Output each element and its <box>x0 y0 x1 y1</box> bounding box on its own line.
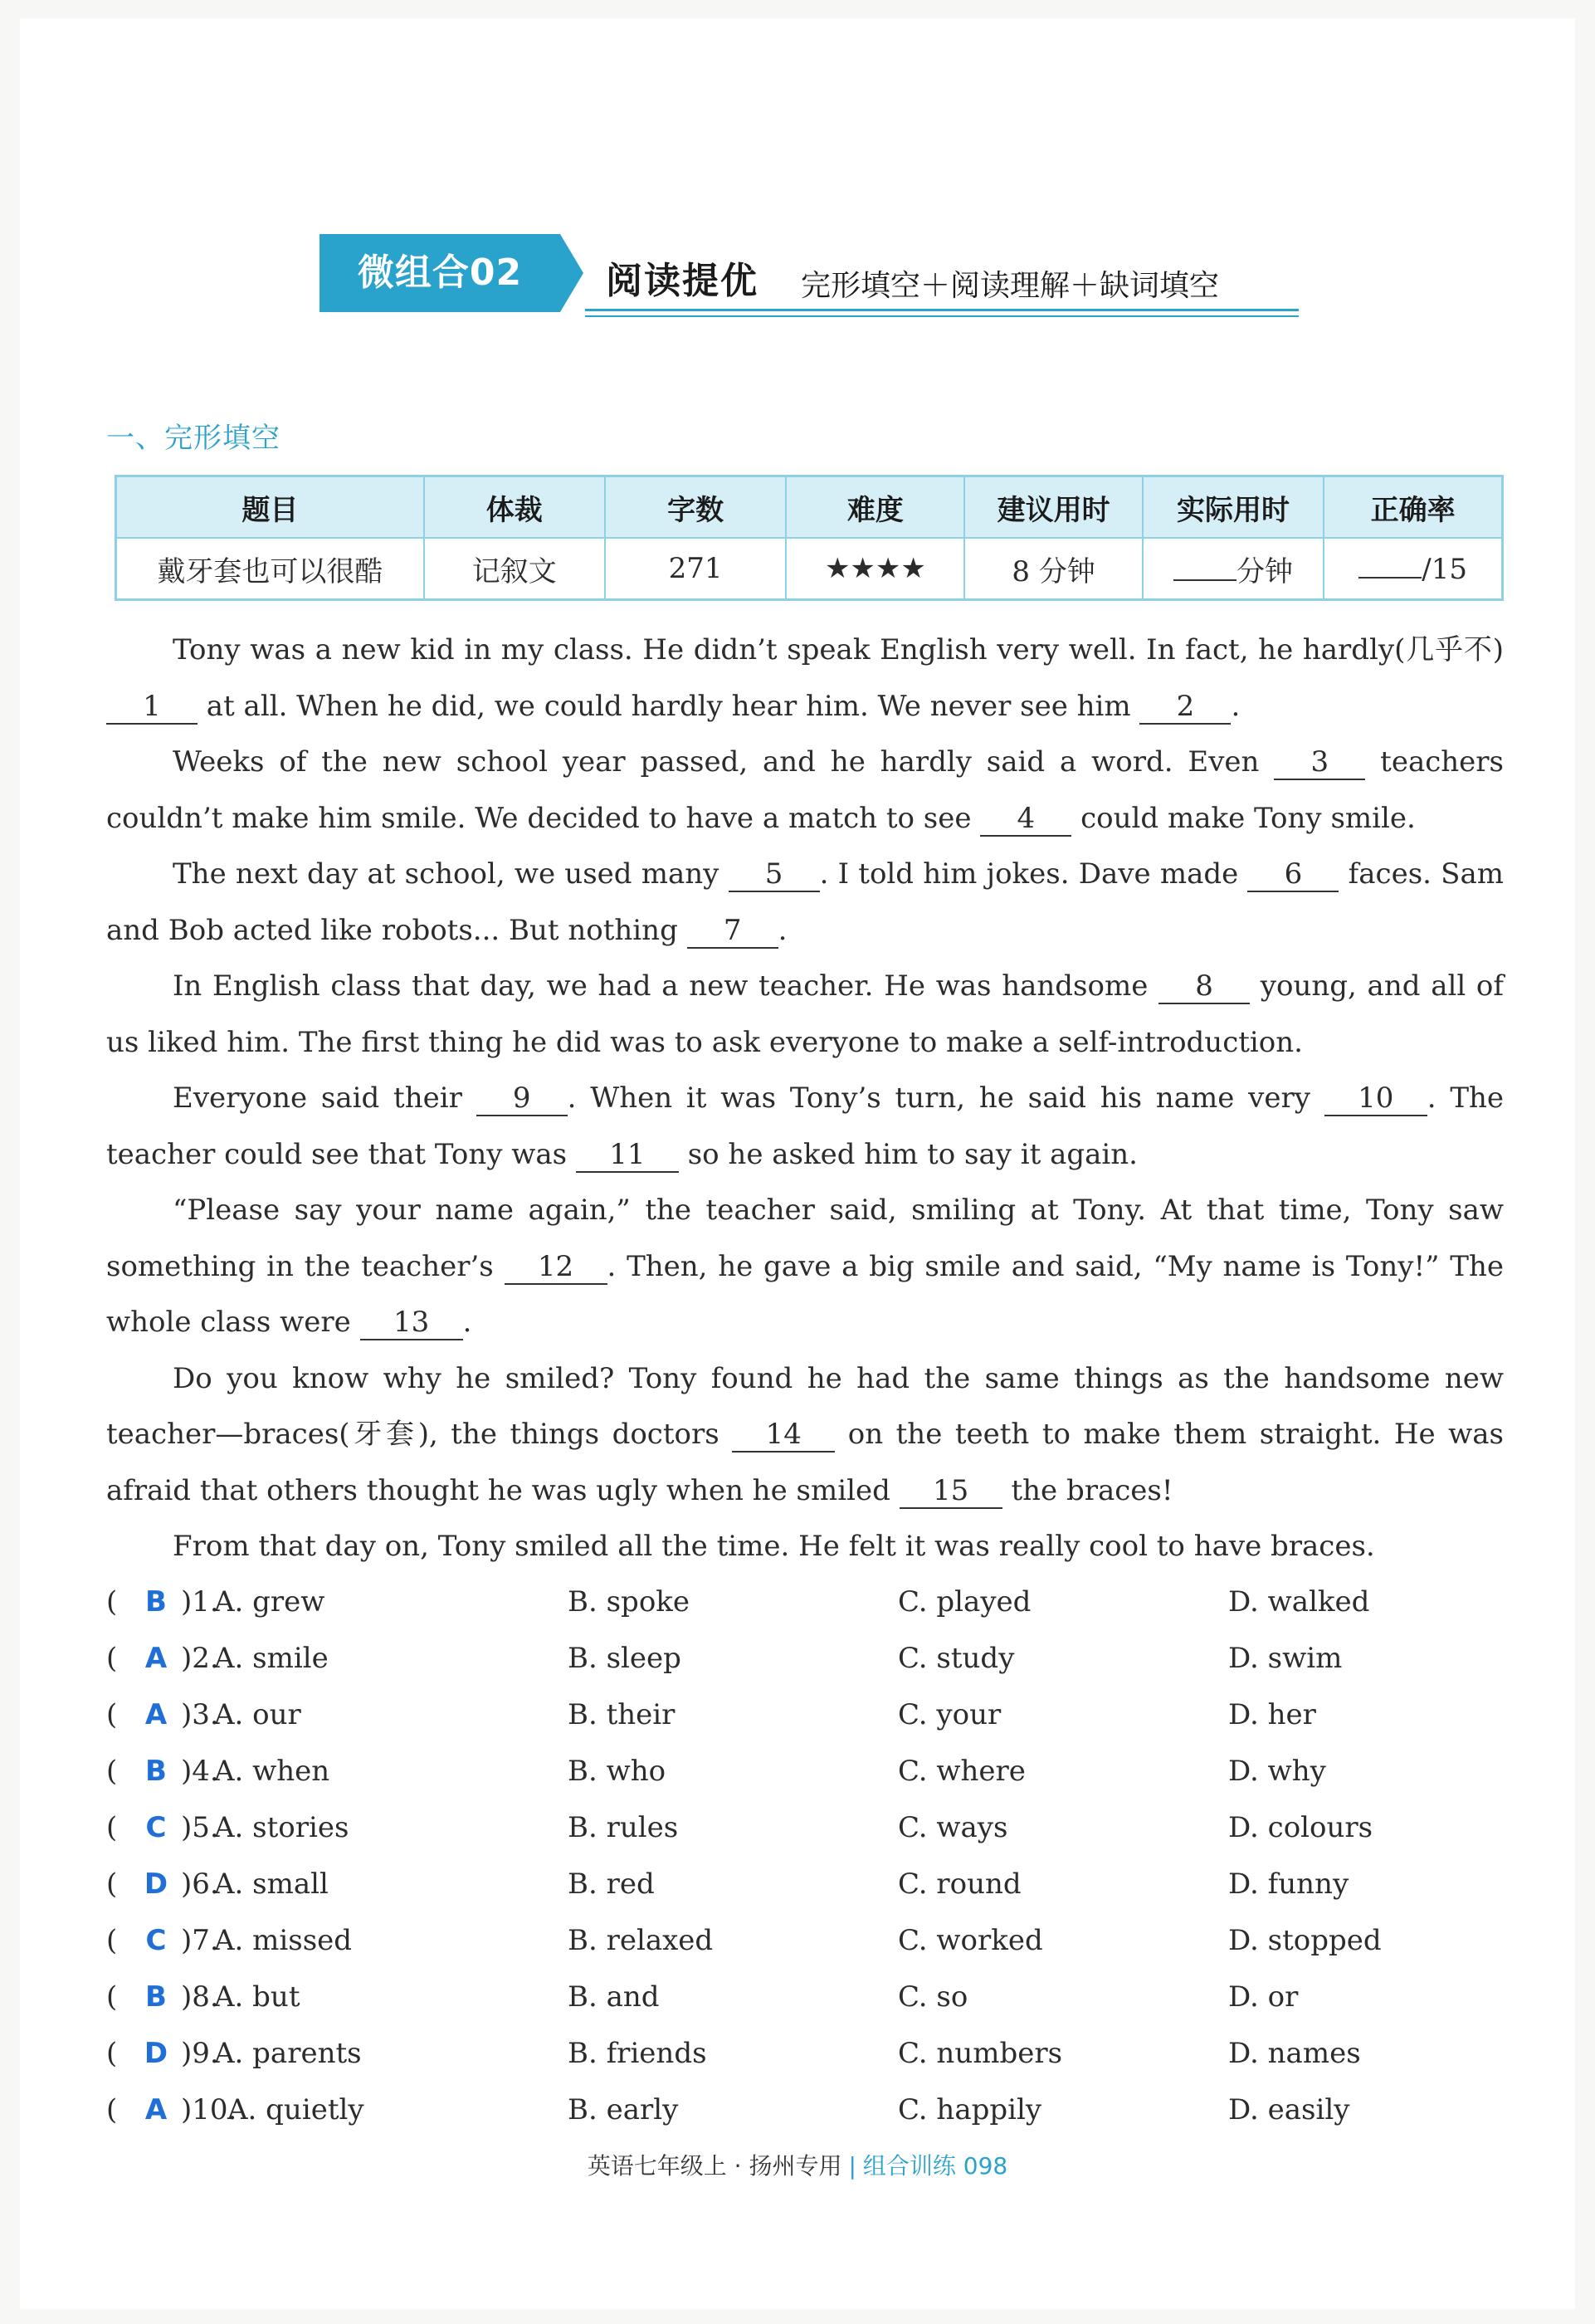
option-b[interactable]: B. spoke <box>568 1585 690 1618</box>
paren-open: ( <box>106 2037 118 2070</box>
question-number: )7. <box>181 1924 219 1957</box>
num: 9. <box>192 2037 219 2070</box>
option-b[interactable]: B. friends <box>568 2037 707 2070</box>
blank-7[interactable]: 7 <box>687 914 778 949</box>
paren-open: ( <box>106 1980 118 2014</box>
option-a[interactable]: A. parents <box>214 2037 362 2070</box>
option-a[interactable]: A. grew <box>214 1585 325 1618</box>
blank-15[interactable]: 15 <box>900 1474 1002 1509</box>
text: . When it was Tony’s turn, he said his name very <box>567 1081 1324 1115</box>
option-b[interactable]: B. relaxed <box>568 1924 714 1957</box>
paragraph-2 <box>106 735 1504 847</box>
options-list <box>106 1574 1504 2138</box>
option-b[interactable]: B. who <box>568 1755 666 1788</box>
col-accuracy: 正确率 <box>1324 476 1502 539</box>
paren-open: ( <box>106 1924 118 1957</box>
text: Do you know why he smiled? Tony found he had the same things as the handsome new teacher—braces(牙套), the things doctors <box>106 1361 1504 1451</box>
text: . <box>1231 689 1241 723</box>
cell-difficulty: ★★★★ <box>786 538 964 600</box>
footer-page: 组合训练 098 <box>862 2152 1008 2180</box>
blank-11[interactable]: 11 <box>576 1138 679 1173</box>
text: Weeks of the new school year passed, and he hardly said a word. Even <box>173 745 1275 779</box>
answer-mark[interactable]: D <box>144 1868 168 1901</box>
option-c[interactable]: C. where <box>898 1755 1026 1788</box>
question-1 <box>106 1574 1504 1630</box>
section-title: 一、完形填空 <box>106 422 280 455</box>
text: In English class that day, we had a new teacher. He was handsome <box>173 969 1159 1003</box>
answer-mark[interactable]: A <box>144 2093 168 2126</box>
paren-open: ( <box>106 1811 118 1844</box>
unit-badge: 微组合02 <box>319 234 560 312</box>
answer-mark[interactable]: D <box>144 2037 168 2070</box>
cell-topic: 戴牙套也可以很酷 <box>116 538 424 600</box>
text: The next day at school, we used many <box>173 857 729 891</box>
text: faces. Sam and Bob acted like robots... But nothing <box>106 857 1504 947</box>
text: Tony was a new kid in my class. He didn’t speak English very well. In fact, he hardly(几乎不) <box>173 633 1504 666</box>
option-a[interactable]: A. quietly <box>227 2093 364 2126</box>
text: . Then, he gave a big smile and said, “My name is Tony!” The whole class were <box>106 1249 1504 1339</box>
question-number: )10. <box>181 2093 237 2126</box>
text: teachers couldn’t make him smile. We decided to have a match to see <box>106 745 1505 835</box>
option-c[interactable]: C. ways <box>898 1811 1008 1844</box>
cell-genre: 记叙文 <box>424 538 605 600</box>
page-footer <box>0 2148 1595 2181</box>
question-9 <box>106 2025 1504 2082</box>
cloze-passage <box>106 622 1504 1575</box>
option-c[interactable]: C. so <box>898 1980 968 2014</box>
answer-mark[interactable]: B <box>145 1585 167 1618</box>
text: so he asked him to say it again. <box>678 1137 1138 1171</box>
question-4 <box>106 1743 1504 1799</box>
num: 4. <box>192 1755 219 1788</box>
question-number: )6. <box>181 1868 219 1901</box>
question-3 <box>106 1687 1504 1743</box>
option-d[interactable]: D. names <box>1228 2037 1361 2070</box>
footer-book: 英语七年级上 · 扬州专用 <box>587 2152 842 2180</box>
col-actual-time: 实际用时 <box>1143 476 1324 539</box>
question-5 <box>106 1799 1504 1856</box>
question-number: )4. <box>181 1755 219 1788</box>
paragraph-5 <box>106 1071 1504 1183</box>
blank-3[interactable]: 3 <box>1274 745 1365 780</box>
num: 8. <box>192 1980 219 2014</box>
option-b[interactable]: B. their <box>568 1698 676 1731</box>
text: . <box>778 913 788 947</box>
text: . I told him jokes. Dave made <box>819 857 1248 891</box>
option-d[interactable]: D. swim <box>1228 1642 1343 1675</box>
option-b[interactable]: B. red <box>568 1868 655 1901</box>
option-a[interactable]: A. when <box>214 1755 330 1788</box>
blank-2[interactable]: 2 <box>1139 690 1231 725</box>
unit-badge-tail <box>560 234 583 312</box>
answer-mark[interactable]: B <box>145 1755 167 1788</box>
question-2 <box>106 1630 1504 1687</box>
num: 3. <box>192 1698 219 1731</box>
accuracy-blank[interactable] <box>1358 552 1422 579</box>
col-suggested-time: 建议用时 <box>964 476 1142 539</box>
question-number: )2. <box>181 1642 219 1675</box>
paragraph-1 <box>106 622 1504 735</box>
option-d[interactable]: D. why <box>1228 1755 1326 1788</box>
question-number: )3. <box>181 1698 219 1731</box>
option-d[interactable]: D. colours <box>1228 1811 1373 1844</box>
paren-open: ( <box>106 1868 118 1901</box>
answer-mark[interactable]: A <box>144 1698 168 1731</box>
paragraph-7 <box>106 1351 1504 1520</box>
option-d[interactable]: D. funny <box>1228 1868 1349 1901</box>
actual-time-unit: 分钟 <box>1236 554 1293 588</box>
text: on the teeth to make them straight. He was afraid that others thought he was ugly when he smiled <box>106 1418 1505 1507</box>
paren-open: ( <box>106 1755 118 1788</box>
answer-mark[interactable]: C <box>145 1811 167 1844</box>
answer-mark[interactable]: A <box>144 1642 168 1675</box>
paren-open: ( <box>106 1642 118 1675</box>
info-table-header <box>116 476 1503 539</box>
blank-4[interactable]: 4 <box>980 802 1071 837</box>
option-d[interactable]: D. walked <box>1228 1585 1370 1618</box>
text: the braces! <box>1002 1473 1173 1507</box>
option-c[interactable]: C. study <box>898 1642 1015 1675</box>
paragraph-3 <box>106 847 1504 959</box>
answer-mark[interactable]: C <box>145 1924 167 1957</box>
option-c[interactable]: C. numbers <box>898 2037 1063 2070</box>
col-words: 字数 <box>605 476 787 539</box>
unit-title: 阅读提优 <box>606 260 758 302</box>
paren-open: ( <box>106 1698 118 1731</box>
option-c[interactable]: C. happily <box>898 2093 1042 2126</box>
footer-separator: | <box>848 2152 856 2180</box>
paren-open: ( <box>106 1585 118 1618</box>
cell-actual-time[interactable] <box>1143 538 1324 600</box>
text: . <box>462 1306 472 1339</box>
blank-5[interactable]: 5 <box>729 857 820 892</box>
blank-8[interactable]: 8 <box>1158 969 1250 1004</box>
question-number: )8. <box>181 1980 219 2014</box>
option-a[interactable]: A. small <box>214 1868 329 1901</box>
text: at all. When he did, we could hardly hear him. We never see him <box>198 689 1140 723</box>
question-8 <box>106 1969 1504 2025</box>
option-b[interactable]: B. and <box>568 1980 660 2014</box>
text: . The teacher could see that Tony was <box>106 1081 1505 1171</box>
actual-time-blank[interactable] <box>1173 554 1236 581</box>
option-c[interactable]: C. played <box>898 1585 1032 1618</box>
option-b[interactable]: B. early <box>568 2093 679 2126</box>
option-c[interactable]: C. round <box>898 1868 1022 1901</box>
paragraph-6 <box>106 1183 1504 1351</box>
question-number: )1. <box>181 1585 219 1618</box>
blank-13[interactable]: 13 <box>360 1306 463 1340</box>
info-table <box>115 475 1504 601</box>
unit-header <box>319 226 1299 325</box>
accuracy-total: /15 <box>1422 552 1468 586</box>
option-a[interactable]: A. our <box>214 1698 301 1731</box>
paragraph-8: From that day on, Tony smiled all the time. He felt it was really cool to have braces. <box>173 1530 1375 1563</box>
question-10 <box>106 2082 1504 2138</box>
option-c[interactable]: C. worked <box>898 1924 1043 1957</box>
question-number: )5. <box>181 1811 219 1844</box>
option-d[interactable]: D. easily <box>1228 2093 1350 2126</box>
col-genre: 体裁 <box>424 476 605 539</box>
option-c[interactable]: C. your <box>898 1698 1002 1731</box>
option-b[interactable]: B. rules <box>568 1811 679 1844</box>
blank-1[interactable]: 1 <box>106 690 198 725</box>
num: 2. <box>192 1642 219 1675</box>
text: Everyone said their <box>173 1081 476 1115</box>
paren-open: ( <box>106 2093 118 2126</box>
paragraph-4 <box>106 959 1504 1071</box>
option-a[interactable]: A. missed <box>214 1924 353 1957</box>
unit-subtitle: 完形填空＋阅读理解＋缺词填空 <box>801 269 1220 303</box>
question-7 <box>106 1912 1504 1969</box>
col-difficulty: 难度 <box>786 476 964 539</box>
num: 6. <box>192 1868 219 1901</box>
info-table-row <box>116 538 1503 600</box>
answer-mark[interactable]: B <box>145 1980 167 2014</box>
blank-14[interactable]: 14 <box>732 1418 835 1452</box>
blank-10[interactable]: 10 <box>1324 1081 1427 1116</box>
text: “Please say your name again,” the teacher said, smiling at Tony. At that time, Tony saw something in the teacher’s <box>106 1194 1504 1283</box>
header-rule-2 <box>585 315 1299 317</box>
cell-accuracy[interactable] <box>1324 538 1502 600</box>
col-topic: 题目 <box>116 476 424 539</box>
blank-12[interactable]: 12 <box>505 1250 607 1285</box>
cell-suggested-time: 8 分钟 <box>964 538 1142 600</box>
option-a[interactable]: A. smile <box>214 1642 329 1675</box>
blank-9[interactable]: 9 <box>476 1081 568 1116</box>
option-a[interactable]: A. stories <box>214 1811 349 1844</box>
text: could make Tony smile. <box>1071 801 1416 835</box>
option-d[interactable]: D. stopped <box>1228 1924 1382 1957</box>
cell-words: 271 <box>605 538 787 600</box>
blank-6[interactable]: 6 <box>1247 857 1339 892</box>
num: 7. <box>192 1924 219 1957</box>
option-b[interactable]: B. sleep <box>568 1642 681 1675</box>
option-d[interactable]: D. her <box>1228 1698 1316 1731</box>
text: young, and all of us liked him. The first thing he did was to ask everyone to make a self-introduction. <box>106 969 1504 1059</box>
question-6 <box>106 1856 1504 1912</box>
option-d[interactable]: D. or <box>1228 1980 1299 2014</box>
option-a[interactable]: A. but <box>214 1980 300 2014</box>
num: 1. <box>192 1585 219 1618</box>
num: 5. <box>192 1811 219 1844</box>
header-rule <box>585 309 1299 311</box>
question-number: )9. <box>181 2037 219 2070</box>
num: 10. <box>192 2093 237 2126</box>
